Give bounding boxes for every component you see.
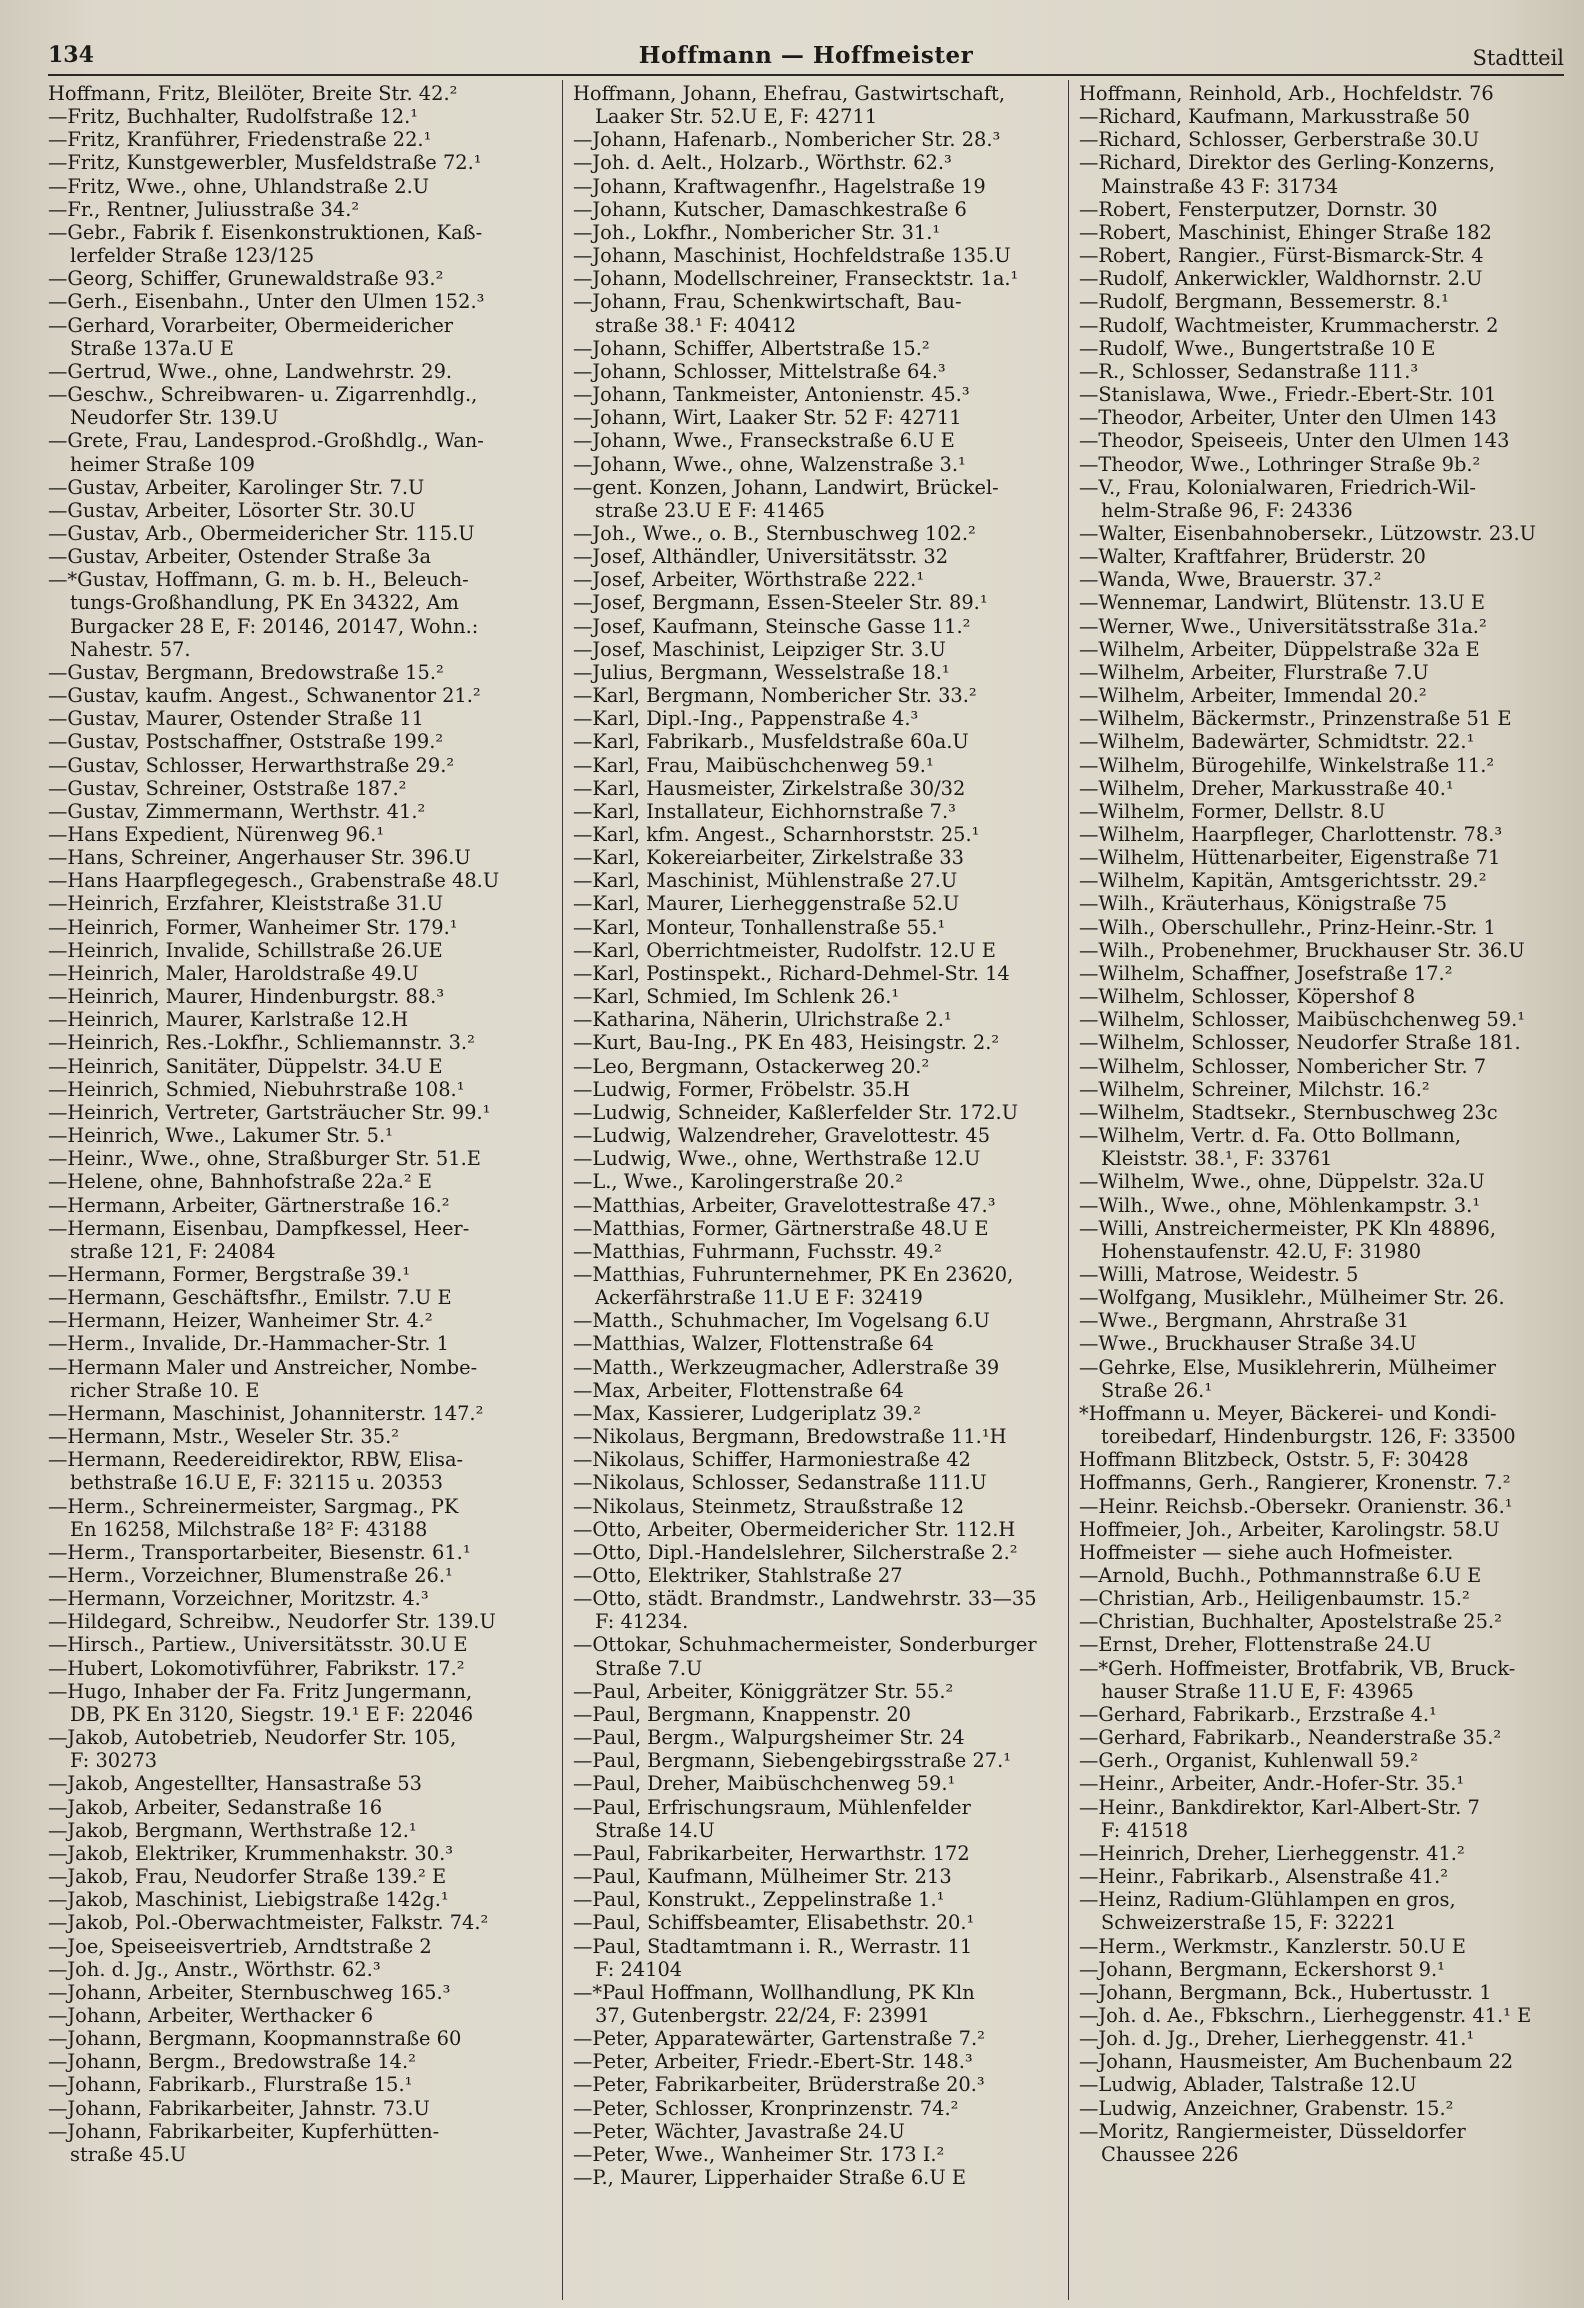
directory-entry: Neudorfer Str. 139.U [70,406,279,430]
directory-entry: —Wilhelm, Arbeiter, Immendal 20.² [1079,684,1427,708]
directory-entry: F: 30273 [70,1749,158,1773]
directory-entry: —Joh. d. Ae., Fbkschrn., Lierheggenstr. 41.¹ E [1079,2003,1532,2027]
directory-entry: —Jakob, Bergmann, Werthstraße 12.¹ [48,1818,417,1842]
directory-entry: —Matth., Werkzeugmacher, Adlerstraße 39 [573,1355,1000,1379]
directory-entry: —Ludwig, Wwe., ohne, Werthstraße 12.U [573,1147,981,1171]
directory-entry: —Robert, Fensterputzer, Dornstr. 30 [1079,197,1438,221]
directory-entry: —Richard, Schlosser, Gerberstraße 30.U [1079,128,1480,152]
directory-entry: —Gustav, Arb., Obermeidericher Str. 115.U [48,521,475,545]
directory-entry: —Otto, Elektriker, Stahlstraße 27 [573,1564,903,1587]
directory-entry: F: 41234. [595,1610,689,1634]
directory-entry: —Paul, Schiffsbeamter, Elisabethstr. 20.¹ [573,1911,975,1935]
directory-entry: —Kurt, Bau-Ing., PK En 483, Heisingstr. 2.² [573,1031,1000,1055]
directory-entry: richer Straße 10. E [70,1378,260,1402]
directory-entry: —Gustav, Arbeiter, Ostender Straße 3a [48,545,432,569]
directory-entry: —*Gustav, Hoffmann, G. m. b. H., Beleuch- [48,568,469,592]
directory-entry: —Wilhelm, Former, Dellstr. 8.U [1079,799,1386,823]
directory-entry: —Herm., Schreinermeister, Sargmag., PK [48,1494,459,1518]
directory-entry: —Paul, Bergm., Walpurgsheimer Str. 24 [573,1726,965,1750]
directory-entry: —Karl, Frau, Maibüschchenweg 59.¹ [573,753,934,777]
directory-entry: —Gustav, Maurer, Ostender Straße 11 [48,707,424,731]
directory-entry: —Hermann Maler und Anstreicher, Nombe- [48,1355,478,1379]
directory-entry: Hoffmeier, Joh., Arbeiter, Karolingstr. 58.U [1079,1517,1500,1541]
directory-entry: —Johann, Maschinist, Hochfeldstraße 135.U [573,244,1011,268]
directory-entry: —Jakob, Frau, Neudorfer Straße 139.² E [48,1865,447,1889]
directory-entry: —Heinrich, Maler, Haroldstraße 49.U [48,961,419,985]
directory-entry: —Wilhelm, Bürogehilfe, Winkelstraße 11.² [1079,753,1495,777]
directory-entry: heimer Straße 109 [70,452,255,476]
directory-entry: —Fr., Rentner, Juliusstraße 34.² [48,197,360,221]
directory-entry: —Gustav, Schreiner, Oststraße 187.² [48,776,407,800]
directory-entry: tungs-Großhandlung, PK En 34322, Am [70,591,459,615]
directory-entry: —Karl, Monteur, Tonhallenstraße 55.¹ [573,915,946,939]
directory-entry: Mainstraße 43 F: 31734 [1101,174,1339,198]
directory-entry: —Heinrich, Maurer, Karlstraße 12.H [48,1008,409,1032]
directory-entry: —Wilhelm, Schreiner, Milchstr. 16.² [1079,1077,1430,1101]
directory-entry: —Johann, Wirt, Laaker Str. 52 F: 42711 [573,406,962,430]
directory-entry: Straße 14.U [595,1818,715,1842]
directory-entry: —Hermann, Former, Bergstraße 39.¹ [48,1262,411,1286]
directory-entry: —Rudolf, Ankerwickler, Waldhornstr. 2.U [1079,267,1483,291]
directory-entry: —Jakob, Angestellter, Hansastraße 53 [48,1772,422,1796]
directory-entry: —Rudolf, Wachtmeister, Krummacherstr. 2 [1079,313,1499,337]
directory-entry: —V., Frau, Kolonialwaren, Friedrich-Wil- [1079,475,1476,499]
directory-entry: F: 24104 [595,1957,683,1981]
directory-entry: —Peter, Arbeiter, Friedr.-Ebert-Str. 148.³ [573,2050,973,2074]
directory-entry: —Wilhelm, Arbeiter, Düppelstraße 32a E [1079,637,1480,661]
directory-entry: —Matthias, Walzer, Flottenstraße 64 [573,1332,934,1356]
directory-entry: —Arnold, Buchh., Pothmannstraße 6.U E [1079,1564,1482,1587]
directory-entry: —Hermann, Eisenbau, Dampfkessel, Heer- [48,1216,470,1240]
directory-entry: —Johann, Schiffer, Albertstraße 15.² [573,336,930,360]
directory-entry: —Ludwig, Former, Fröbelstr. 35.H [573,1077,910,1101]
directory-entry: —Heinrich, Maurer, Hindenburgstr. 88.³ [48,985,445,1009]
directory-entry: —Wwe., Bruckhauser Straße 34.U [1079,1332,1417,1356]
directory-entry: —Peter, Schlosser, Kronprinzenstr. 74.² [573,2096,959,2120]
directory-entry: Straße 137a.U E [70,336,234,360]
directory-entry: —Jakob, Pol.-Oberwachtmeister, Falkstr. 74.² [48,1911,489,1935]
directory-entry: —Wennemar, Landwirt, Blütenstr. 13.U E [1079,591,1486,615]
directory-entry: Hoffmann, Reinhold, Arb., Hochfeldstr. 76 [1079,82,1494,105]
directory-entry: —Jakob, Elektriker, Krummenhakstr. 30.³ [48,1841,454,1865]
directory-entry: —Johann, Bergmann, Eckershorst 9.¹ [1079,1957,1445,1981]
directory-entry: —Wilhelm, Stadtsekr., Sternbuschweg 23c [1079,1100,1498,1124]
directory-entry: —Wilhelm, Kapitän, Amtsgerichtsstr. 29.² [1079,869,1487,893]
directory-entry: —Gerh., Organist, Kuhlenwall 59.² [1079,1749,1419,1773]
directory-entry: —Otto, Dipl.-Handelslehrer, Silcherstraße 2.² [573,1540,1018,1564]
directory-entry: —Wwe., Bergmann, Ahrstraße 31 [1079,1309,1410,1333]
directory-entry: —Richard, Kaufmann, Markusstraße 50 [1079,105,1470,129]
directory-entry: —Josef, Arbeiter, Wörthstraße 222.¹ [573,568,925,592]
directory-entry: Nahestr. 57. [70,637,191,661]
directory-entry: —Wilhelm, Schlosser, Neudorfer Straße 181. [1079,1031,1521,1055]
directory-entry: helm-Straße 96, F: 24336 [1101,498,1353,522]
directory-entry: —Josef, Althändler, Universitätsstr. 32 [573,545,949,569]
directory-entry: —Karl, Schmied, Im Schlenk 26.¹ [573,985,900,1009]
directory-entry: *Hoffmann u. Meyer, Bäckerei- und Kondi- [1079,1401,1497,1425]
directory-entry: —Hermann, Mstr., Weseler Str. 35.² [48,1425,400,1449]
directory-entry: —Theodor, Wwe., Lothringer Straße 9b.² [1079,452,1481,476]
directory-entry: —Grete, Frau, Landesprod.-Großhdlg., Wan- [48,429,484,453]
directory-entry: —Wolfgang, Musiklehr., Mülheimer Str. 26. [1079,1286,1505,1310]
directory-entry: —Hermann, Arbeiter, Gärtnerstraße 16.² [48,1193,450,1217]
directory-entry: —Jakob, Autobetrieb, Neudorfer Str. 105, [48,1726,457,1750]
directory-entry: —Gertrud, Wwe., ohne, Landwehrstr. 29. [48,359,453,383]
directory-entry: —Heinr., Bankdirektor, Karl-Albert-Str. 7 [1079,1795,1480,1819]
directory-entry: —Ludwig, Anzeichner, Grabenstr. 15.² [1079,2096,1454,2120]
directory-entry: —Johann, Frau, Schenkwirtschaft, Bau- [573,290,962,314]
directory-entry: —Ludwig, Ablader, Talstraße 12.U [1079,2073,1417,2097]
directory-entry: Chaussee 226 [1101,2142,1239,2166]
directory-entry: —Heinrich, Former, Wanheimer Str. 179.¹ [48,915,458,939]
directory-entry: —Gerhard, Fabrikarb., Neanderstraße 35.² [1079,1726,1502,1750]
directory-entry: —Hildegard, Schreibw., Neudorfer Str. 139.U [48,1610,496,1634]
directory-entry: —Georg, Schiffer, Grunewaldstraße 93.² [48,267,444,291]
directory-entry: —Max, Kassierer, Ludgeriplatz 39.² [573,1401,921,1425]
directory-entry: Hoffmeister — siehe auch Hofmeister. [1079,1540,1454,1564]
directory-entry: —Paul, Dreher, Maibüschchenweg 59.¹ [573,1772,956,1796]
directory-entry: —Gustav, Schlosser, Herwarthstraße 29.² [48,753,455,777]
directory-entry: F: 41518 [1101,1818,1189,1842]
directory-entry: —Johann, Hausmeister, Am Buchenbaum 22 [1079,2050,1514,2074]
directory-entry: —Heinrich, Wwe., Lakumer Str. 5.¹ [48,1124,393,1148]
page-header [48,40,1564,76]
directory-entry: —Walter, Eisenbahnobersekr., Lützowstr. 23.U [1079,521,1537,545]
directory-entry: —Gehrke, Else, Musiklehrerin, Mülheimer [1079,1355,1497,1379]
directory-entry: —Hans Haarpflegegesch., Grabenstraße 48.U [48,869,500,893]
directory-entry: —Gustav, Zimmermann, Werthstr. 41.² [48,799,426,823]
directory-entry: —Karl, Maschinist, Mühlenstraße 27.U [573,869,958,893]
directory-entry: —Wilh., Oberschullehr., Prinz-Heinr.-Str. 1 [1079,915,1496,939]
directory-entry: —Johann, Fabrikarbeiter, Kupferhütten- [48,2119,440,2143]
directory-entry: —Paul, Bergmann, Knappenstr. 20 [573,1702,912,1726]
directory-entry: —Johann, Modellschreiner, Fransecktstr. 1a.¹ [573,267,1019,291]
directory-entry: —Paul, Kaufmann, Mülheimer Str. 213 [573,1865,952,1889]
directory-entry: —Gustav, Bergmann, Bredowstraße 15.² [48,660,444,684]
directory-entry: —Katharina, Näherin, Ulrichstraße 2.¹ [573,1008,952,1032]
directory-entry: —Johann, Kraftwagenfhr., Hagelstraße 19 [573,174,986,198]
directory-entry: —Heinrich, Schmied, Niebuhrstraße 108.¹ [48,1077,465,1101]
directory-entry: —Ludwig, Walzendreher, Gravelottestr. 45 [573,1124,991,1148]
directory-entry: —Matthias, Fuhrunternehmer, PK En 23620, [573,1262,1014,1286]
directory-entry: —Joe, Speiseeisvertrieb, Arndtstraße 2 [48,1934,432,1958]
directory-entry: —Gustav, kaufm. Angest., Schwanentor 21.² [48,684,481,708]
directory-entry: toreibedarf, Hindenburgstr. 126, F: 33500 [1101,1425,1516,1449]
directory-entry: —Johann, Arbeiter, Werthacker 6 [48,2003,374,2027]
directory-entry: —R., Schlosser, Sedanstraße 111.³ [1079,359,1419,383]
directory-entry: —Nikolaus, Steinmetz, Straußstraße 12 [573,1494,965,1518]
directory-entry: —Paul, Stadtamtmann i. R., Werrastr. 11 [573,1934,973,1958]
directory-entry: —Karl, Bergmann, Nombericher Str. 33.² [573,684,977,708]
directory-entry: Hoffmann, Fritz, Bleilöter, Breite Str. 42.² [48,82,458,105]
directory-entry: —Matthias, Arbeiter, Gravelottestraße 47.³ [573,1193,996,1217]
directory-entry: —Heinrich, Erzfahrer, Kleiststraße 31.U [48,892,444,916]
directory-entry: —Rudolf, Wwe., Bungertstraße 10 E [1079,336,1436,360]
directory-entry: —Peter, Fabrikarbeiter, Brüderstraße 20.³ [573,2073,985,2097]
directory-entry: —Julius, Bergmann, Wesselstraße 18.¹ [573,660,950,684]
directory-entry: —Wilh., Wwe., ohne, Möhlenkampstr. 3.¹ [1079,1193,1481,1217]
directory-entry: —*Paul Hoffmann, Wollhandlung, PK Kln [573,1980,975,2004]
directory-entry: —Wilh., Kräuterhaus, Königstraße 75 [1079,892,1448,916]
directory-entry: —Wilhelm, Schlosser, Nombericher Str. 7 [1079,1054,1487,1078]
directory-entry: —Nikolaus, Bergmann, Bredowstraße 11.¹H [573,1425,1007,1449]
directory-entry: —Johann, Wwe., ohne, Walzenstraße 3.¹ [573,452,966,476]
directory-entry: —Wilhelm, Schlosser, Köpershof 8 [1079,985,1416,1009]
directory-entry: —Johann, Fabrikarbeiter, Jahnstr. 73.U [48,2096,430,2120]
directory-entry: —Johann, Fabrikarb., Flurstraße 15.¹ [48,2073,413,2097]
directory-entry: —Heinrich, Res.-Lokfhr., Schliemannstr. 3.² [48,1031,475,1055]
directory-entry: —Gerhard, Fabrikarb., Erzstraße 4.¹ [1079,1702,1437,1726]
directory-entry: —Gustav, Arbeiter, Karolinger Str. 7.U [48,475,425,499]
directory-entry: Straße 7.U [595,1656,703,1680]
directory-entry: —Johann, Hafenarb., Nombericher Str. 28.³ [573,128,1001,152]
directory-entry: DB, PK En 3120, Siegstr. 19.¹ E F: 22046 [70,1702,474,1726]
directory-entry: —Herm., Transportarbeiter, Biesenstr. 61.¹ [48,1540,471,1564]
directory-entry: —Jakob, Maschinist, Liebigstraße 142g.¹ [48,1888,449,1912]
directory-entry: —P., Maurer, Lipperhaider Straße 6.U E [573,2166,966,2190]
directory-entry: Kleiststr. 38.¹, F: 33761 [1101,1147,1333,1171]
directory-entry: —Herm., Werkmstr., Kanzlerstr. 50.U E [1079,1934,1466,1958]
directory-entry: —Josef, Bergmann, Essen-Steeler Str. 89.¹ [573,591,988,615]
directory-entry: —Hubert, Lokomotivführer, Fabrikstr. 17.² [48,1656,465,1680]
directory-entry: —Richard, Direktor des Gerling-Konzerns, [1079,151,1496,175]
directory-entry: Schweizerstraße 15, F: 32221 [1101,1911,1397,1935]
directory-entry: —Wilhelm, Wwe., ohne, Düppelstr. 32a.U [1079,1170,1485,1194]
directory-entry: —gent. Konzen, Johann, Landwirt, Brückel- [573,475,999,499]
directory-entry: hauser Straße 11.U E, F: 43965 [1101,1679,1414,1703]
directory-entry: —Gustav, Postschaffner, Oststraße 199.² [48,730,444,754]
directory-entry: —Heinr., Arbeiter, Andr.-Hofer-Str. 35.¹ [1079,1772,1465,1796]
directory-entry: —Ottokar, Schuhmachermeister, Sonderburger [573,1633,1037,1657]
directory-entry: lerfelder Straße 123/125 [70,244,315,268]
directory-entry: —Moritz, Rangiermeister, Düsseldorfer [1079,2119,1466,2143]
directory-entry: —Wanda, Wwe, Brauerstr. 37.² [1079,568,1382,592]
directory-entry: —Herm., Vorzeichner, Blumenstraße 26.¹ [48,1564,453,1587]
directory-entry: —Matthias, Fuhrmann, Fuchsstr. 49.² [573,1239,942,1263]
directory-entry: —Fritz, Wwe., ohne, Uhlandstraße 2.U [48,174,430,198]
directory-entry: —Johann, Wwe., Franseckstraße 6.U E [573,429,955,453]
directory-entry: —Josef, Kaufmann, Steinsche Gasse 11.² [573,614,971,638]
directory-entry: —*Gerh. Hoffmeister, Brotfabrik, VB, Bruck- [1079,1656,1516,1680]
directory-entry: —Joh., Lokfhr., Nombericher Str. 31.¹ [573,220,941,244]
directory-entry: Laaker Str. 52.U E, F: 42711 [595,105,878,129]
directory-entry: —Karl, Kokereiarbeiter, Zirkelstraße 33 [573,846,964,870]
directory-columns [48,80,1572,2300]
directory-entry: —Joh. d. Jg., Dreher, Lierheggenstr. 41.¹ [1079,2027,1475,2051]
directory-entry: —Helene, ohne, Bahnhofstraße 22a.² E [48,1170,432,1194]
directory-entry: Straße 26.¹ [1101,1378,1213,1402]
directory-entry: —Peter, Wwe., Wanheimer Str. 173 I.² [573,2142,945,2166]
running-head: Hoffmann — Hoffmeister [638,42,974,69]
directory-entry: —Christian, Arb., Heiligenbaumstr. 15.² [1079,1587,1470,1611]
column-3 [1068,80,1572,2300]
directory-entry: —Heinrich, Sanitäter, Düppelstr. 34.U E [48,1054,443,1078]
directory-entry: —Fritz, Kranführer, Friedenstraße 22.¹ [48,128,432,152]
directory-entry: —L., Wwe., Karolingerstraße 20.² [573,1170,904,1194]
directory-entry: straße 23.U E F: 41465 [595,498,825,522]
directory-entry: —Heinrich, Dreher, Lierheggenstr. 41.² [1079,1841,1465,1865]
directory-entry: Hohenstaufenstr. 42.U, F: 31980 [1101,1239,1422,1263]
directory-entry: —Johann, Tankmeister, Antonienstr. 45.³ [573,383,970,407]
directory-entry: —Joh. d. Aelt., Holzarb., Wörthstr. 62.³ [573,151,952,175]
directory-entry: —Wilhelm, Hüttenarbeiter, Eigenstraße 71 [1079,846,1501,870]
directory-entry: —Theodor, Arbeiter, Unter den Ulmen 143 [1079,406,1497,430]
directory-entry: —Johann, Bergmann, Bck., Hubertusstr. 1 [1079,1980,1492,2004]
directory-entry: —Heinrich, Vertreter, Gartsträucher Str. 99.¹ [48,1100,491,1124]
directory-entry: —Stanislawa, Wwe., Friedr.-Ebert-Str. 101 [1079,383,1497,407]
column-1 [48,80,562,2300]
directory-entry: —Heinrich, Invalide, Schillstraße 26.UE [48,938,443,962]
directory-entry: —Hugo, Inhaber der Fa. Fritz Jungermann, [48,1679,473,1703]
directory-entry: —Hermann, Heizer, Wanheimer Str. 4.² [48,1309,433,1333]
directory-entry: —Leo, Bergmann, Ostackerweg 20.² [573,1054,930,1078]
directory-entry: —Gerh., Eisenbahn., Unter den Ulmen 152.³ [48,290,485,314]
directory-entry: —Karl, Installateur, Eichhornstraße 7.³ [573,799,956,823]
directory-entry: —Peter, Wächter, Javastraße 24.U [573,2119,905,2143]
directory-entry: —Wilhelm, Dreher, Markusstraße 40.¹ [1079,776,1454,800]
directory-entry: —Wilhelm, Schlosser, Maibüschchenweg 59.¹ [1079,1008,1526,1032]
directory-entry: —Max, Arbeiter, Flottenstraße 64 [573,1378,904,1402]
directory-entry: —Gustav, Arbeiter, Lösorter Str. 30.U [48,498,416,522]
directory-entry: —Hans Expedient, Nürenweg 96.¹ [48,823,385,846]
directory-entry: —Paul, Konstrukt., Zeppelinstraße 1.¹ [573,1888,945,1912]
directory-entry: —Heinr., Fabrikarb., Alsenstraße 41.² [1079,1865,1449,1889]
directory-entry: —Josef, Maschinist, Leipziger Str. 3.U [573,637,946,661]
directory-entry: —Johann, Bergmann, Koopmannstraße 60 [48,2027,462,2051]
directory-entry: —Hermann, Vorzeichner, Moritzstr. 4.³ [48,1587,429,1611]
directory-entry: Hoffmann Blitzbeck, Oststr. 5, F: 30428 [1079,1448,1469,1472]
directory-entry: —Karl, Fabrikarb., Musfeldstraße 60a.U [573,730,969,754]
directory-entry: —Christian, Buchhalter, Apostelstraße 25.² [1079,1610,1502,1634]
directory-entry: —Karl, Oberrichtmeister, Rudolfstr. 12.U E [573,938,996,962]
directory-entry: —Johann, Kutscher, Damaschkestraße 6 [573,197,967,221]
directory-entry: —Gebr., Fabrik f. Eisenkonstruktionen, Kaß- [48,220,483,244]
directory-entry: —Otto, Arbeiter, Obermeidericher Str. 112.H [573,1517,1016,1541]
directory-entry: En 16258, Milchstraße 18² F: 43188 [70,1517,428,1541]
directory-entry: —Karl, Postinspekt., Richard-Dehmel-Str. 14 [573,961,1010,985]
directory-entry: —Wilh., Probenehmer, Bruckhauser Str. 36.U [1079,938,1525,962]
directory-entry: —Fritz, Buchhalter, Rudolfstraße 12.¹ [48,105,419,129]
directory-entry: Burgacker 28 E, F: 20146, 20147, Wohn.: [70,614,479,638]
directory-entry: —Paul, Bergmann, Siebengebirgsstraße 27.¹ [573,1749,1012,1773]
directory-entry: —Joh., Wwe., o. B., Sternbuschweg 102.² [573,521,976,545]
directory-entry: —Wilhelm, Bäckermstr., Prinzenstraße 51 E [1079,707,1512,731]
directory-entry: —Joh. d. Jg., Anstr., Wörthstr. 62.³ [48,1957,381,1981]
directory-entry: straße 45.U [70,2142,187,2166]
directory-entry: —Heinr. Reichsb.-Obersekr. Oranienstr. 36.¹ [1079,1494,1513,1518]
directory-entry: —Willi, Anstreichermeister, PK Kln 48896, [1079,1216,1497,1240]
directory-entry: —Hans, Schreiner, Angerhauser Str. 396.U [48,846,471,870]
directory-entry: —Rudolf, Bergmann, Bessemerstr. 8.¹ [1079,290,1449,314]
directory-entry: —Otto, städt. Brandmstr., Landwehrstr. 33—35 [573,1587,1037,1611]
directory-entry: —Karl, kfm. Angest., Scharnhorststr. 25.¹ [573,823,980,846]
directory-entry: —Matth., Schuhmacher, Im Vogelsang 6.U [573,1309,990,1333]
directory-entry: —Gerhard, Vorarbeiter, Obermeidericher [48,313,454,337]
directory-entry: —Herm., Invalide, Dr.-Hammacher-Str. 1 [48,1332,449,1356]
directory-entry: —Wilhelm, Haarpfleger, Charlottenstr. 78.³ [1079,823,1503,846]
directory-entry: —Fritz, Kunstgewerbler, Musfeldstraße 72.¹ [48,151,482,175]
directory-entry: straße 38.¹ F: 40412 [595,313,797,337]
directory-entry: —Walter, Kraftfahrer, Brüderstr. 20 [1079,545,1426,569]
directory-entry: Hoffmanns, Gerh., Rangierer, Kronenstr. 7.² [1079,1471,1511,1495]
directory-entry: —Theodor, Speiseeis, Unter den Ulmen 143 [1079,429,1510,453]
directory-entry: Ackerfährstraße 11.U E F: 32419 [595,1286,923,1310]
directory-entry: —Karl, Maurer, Lierheggenstraße 52.U [573,892,960,916]
directory-entry: —Johann, Arbeiter, Sternbuschweg 165.³ [48,1980,451,2004]
directory-entry: —Johann, Bergm., Bredowstraße 14.² [48,2050,416,2074]
directory-entry: —Karl, Dipl.-Ing., Pappenstraße 4.³ [573,707,919,731]
directory-entry: —Robert, Rangier., Fürst-Bismarck-Str. 4 [1079,244,1484,268]
directory-entry: —Wilhelm, Badewärter, Schmidtstr. 22.¹ [1079,730,1475,754]
directory-entry: —Willi, Matrose, Weidestr. 5 [1079,1262,1359,1286]
directory-entry: —Hirsch., Partiew., Universitätsstr. 30.U E [48,1633,468,1657]
directory-entry: —Hermann, Geschäftsfhr., Emilstr. 7.U E [48,1286,452,1310]
directory-entry: —Heinr., Wwe., ohne, Straßburger Str. 51.E [48,1147,481,1171]
directory-entry: —Paul, Erfrischungsraum, Mühlenfelder [573,1795,971,1819]
directory-entry: —Nikolaus, Schiffer, Harmoniestraße 42 [573,1448,971,1472]
directory-entry: —Hermann, Reedereidirektor, RBW, Elisa- [48,1448,464,1472]
directory-entry: —Ernst, Dreher, Flottenstraße 24.U [1079,1633,1432,1657]
directory-entry: —Ludwig, Schneider, Kaßlerfelder Str. 172.U [573,1100,1019,1124]
directory-entry: —Paul, Arbeiter, Königgrätzer Str. 55.² [573,1679,954,1703]
directory-entry: —Wilhelm, Arbeiter, Flurstraße 7.U [1079,660,1429,684]
directory-entry: 37, Gutenbergstr. 22/24, F: 23991 [595,2003,930,2027]
directory-entry: Hoffmann, Johann, Ehefrau, Gastwirtschaft, [573,82,1006,105]
directory-entry: —Wilhelm, Vertr. d. Fa. Otto Bollmann, [1079,1124,1461,1148]
directory-entry: —Karl, Hausmeister, Zirkelstraße 30/32 [573,776,966,800]
column-2 [562,80,1068,2300]
directory-entry: —Wilhelm, Schaffner, Josefstraße 17.² [1079,961,1453,985]
directory-entry: —Matthias, Former, Gärtnerstraße 48.U E [573,1216,989,1240]
directory-entry: —Werner, Wwe., Universitätsstraße 31a.² [1079,614,1487,638]
directory-entry: —Jakob, Arbeiter, Sedanstraße 16 [48,1795,383,1819]
directory-entry: —Nikolaus, Schlosser, Sedanstraße 111.U [573,1471,987,1495]
page-number: 134 [48,42,94,68]
directory-entry: —Geschw., Schreibwaren- u. Zigarrenhdlg., [48,383,478,407]
directory-entry: —Robert, Maschinist, Ehinger Straße 182 [1079,220,1492,244]
directory-entry: straße 121, F: 24084 [70,1239,276,1263]
directory-entry: —Johann, Schlosser, Mittelstraße 64.³ [573,359,946,383]
directory-entry: —Heinz, Radium-Glühlampen en gros, [1079,1888,1456,1912]
section-label: Stadtteil [1472,46,1564,70]
directory-entry: —Hermann, Maschinist, Johanniterstr. 147.² [48,1401,484,1425]
directory-entry: —Paul, Fabrikarbeiter, Herwarthstr. 172 [573,1841,970,1865]
directory-entry: bethstraße 16.U E, F: 32115 u. 20353 [70,1471,443,1495]
directory-entry: —Peter, Apparatewärter, Gartenstraße 7.² [573,2027,985,2051]
